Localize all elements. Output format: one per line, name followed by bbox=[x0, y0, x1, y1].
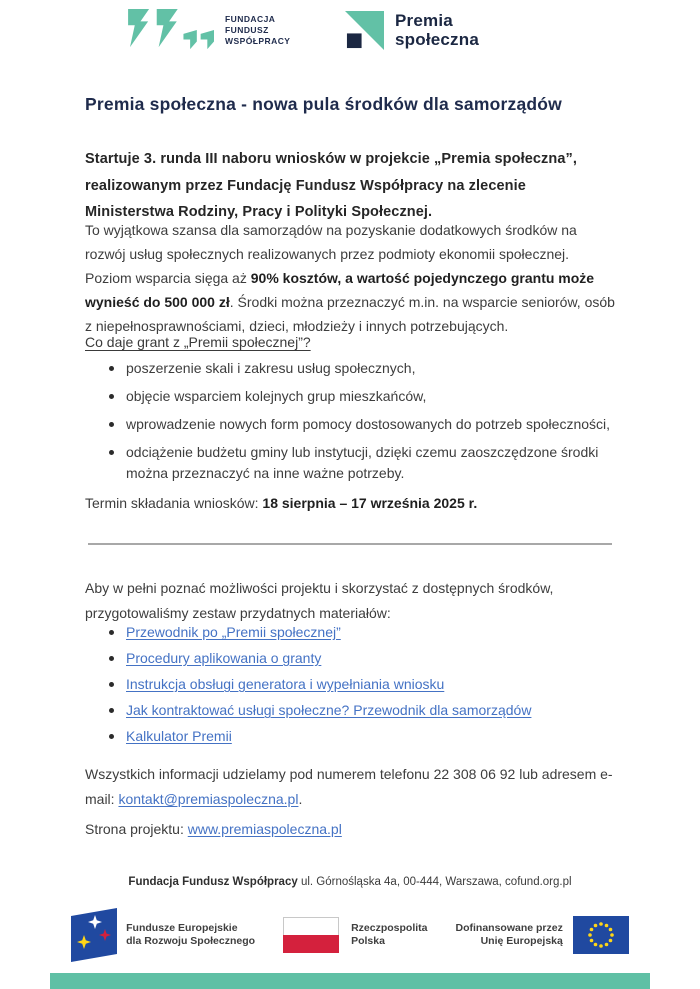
ffw-logo-text bbox=[225, 14, 290, 47]
fe-logo-group bbox=[71, 908, 255, 962]
list-item bbox=[109, 648, 639, 668]
grant-info-paragraph bbox=[85, 218, 615, 338]
ffw-logo-line: FUNDUSZ bbox=[225, 24, 269, 35]
benefits-list bbox=[85, 358, 639, 491]
fe-label-line: Fundusze Europejskie bbox=[126, 921, 238, 934]
list-item bbox=[109, 726, 639, 746]
contact-text: Wszystkich informacji udzielamy pod numerem telefonu 22 308 06 92 lub adresem e-mail: bbox=[85, 766, 613, 807]
list-item bbox=[109, 442, 639, 484]
eu-logo-strip bbox=[0, 908, 700, 962]
benefit-text: poszerzenie skali i zakresu usług społecznych, bbox=[126, 360, 416, 376]
materials-link-instructions[interactable]: Instrukcja obsługi generatora i wypełniania wniosku bbox=[126, 676, 445, 692]
deadline-line bbox=[85, 492, 615, 514]
benefit-text: odciążenie budżetu gminy lub instytucji, dzięki czemu zaoszczędzone środki można przeznaczyć na inne ważne potrzeby. bbox=[126, 444, 599, 481]
bullet-icon bbox=[109, 422, 114, 427]
deadline-value: 18 sierpnia – 17 września 2025 r. bbox=[262, 495, 478, 511]
contact-paragraph bbox=[85, 762, 615, 812]
benefit-text: wprowadzenie nowych form pomocy dostosowanych do potrzeb społeczności, bbox=[126, 416, 611, 432]
list-item bbox=[109, 674, 639, 694]
ffw-bolts-icon bbox=[128, 9, 216, 51]
poland-flag-group bbox=[283, 917, 427, 953]
grant-info-text: . Środki można przeznaczyć m.in. na wsparcie seniorów, osób z niepełnosprawnościami, dzieci, młodzieży i innych potrzebujących. bbox=[85, 294, 615, 334]
footer-org-line bbox=[0, 876, 700, 888]
fe-label bbox=[126, 922, 255, 949]
eu-flag-icon bbox=[573, 916, 629, 954]
ffw-logo bbox=[128, 9, 290, 51]
materials-link-procedures[interactable]: Procedury aplikowania o granty bbox=[126, 650, 322, 666]
footer-org-address: ul. Górnośląska 4a, 00-444, Warszawa, cofund.org.pl bbox=[297, 876, 572, 888]
fe-label-line: dla Rozwoju Społecznego bbox=[126, 935, 256, 947]
deadline-label: Termin składania wniosków: bbox=[85, 495, 263, 511]
bullet-icon bbox=[109, 630, 114, 635]
eu-label-line: Unię Europejską bbox=[480, 935, 563, 947]
list-item bbox=[109, 414, 639, 435]
list-item bbox=[109, 386, 639, 407]
fe-flag-icon bbox=[71, 908, 117, 962]
bullet-icon bbox=[109, 682, 114, 687]
materials-link-contracting[interactable]: Jak kontraktować usługi społeczne? Przewodnik dla samorządów bbox=[126, 702, 532, 718]
footer-org-name: Fundacja Fundusz Współpracy bbox=[128, 876, 298, 888]
list-item bbox=[109, 700, 639, 720]
premia-logo bbox=[345, 11, 479, 50]
benefit-text: objęcie wsparciem kolejnych grup mieszkańców, bbox=[126, 388, 427, 404]
poland-flag-icon bbox=[283, 917, 339, 953]
premia-logo-text bbox=[395, 12, 479, 49]
materials-links-list bbox=[85, 622, 639, 752]
poland-label-line: Rzeczpospolita bbox=[351, 921, 428, 934]
list-item bbox=[109, 358, 639, 379]
site-link[interactable]: www.premiaspoleczna.pl bbox=[187, 821, 342, 837]
bullet-icon bbox=[109, 394, 114, 399]
bullet-icon bbox=[109, 450, 114, 455]
materials-intro: Aby w pełni poznać możliwości projektu i skorzystać z dostępnych środków, przygotowaliśmy zestaw przydatnych materiałów: bbox=[85, 580, 554, 621]
materials-link-guide[interactable]: Przewodnik po „Premii społecznej” bbox=[126, 624, 341, 640]
site-paragraph bbox=[85, 817, 615, 842]
list-item bbox=[109, 622, 639, 642]
grant-info-text: To wyjątkowa szansa dla samorządów na pozyskanie dodatkowych środków na rozwój usług społecznych realizowanych przez podmioty ekonomii społecznej. Poziom wsparcia sięga aż bbox=[85, 222, 577, 286]
ffw-logo-line: WSPÓŁPRACY bbox=[225, 35, 291, 46]
poland-label-line: Polska bbox=[351, 935, 385, 947]
bullet-icon bbox=[109, 366, 114, 371]
bullet-icon bbox=[109, 734, 114, 739]
eu-funding-group bbox=[456, 916, 629, 954]
contact-email-link[interactable]: kontakt@premiaspoleczna.pl bbox=[118, 791, 299, 807]
eu-label bbox=[456, 922, 563, 949]
teal-footer-bar bbox=[50, 973, 650, 989]
bullet-icon bbox=[109, 656, 114, 661]
benefits-heading: Co daje grant z „Premii społecznej”? bbox=[85, 334, 311, 350]
materials-link-calculator[interactable]: Kalkulator Premii bbox=[126, 728, 232, 744]
ffw-logo-line: FUNDACJA bbox=[225, 13, 276, 24]
contact-text: . bbox=[298, 791, 303, 807]
site-label: Strona projektu: bbox=[85, 821, 188, 837]
premia-logo-mark-icon bbox=[345, 11, 384, 50]
premia-logo-line: Premia bbox=[395, 11, 453, 30]
bullet-icon bbox=[109, 708, 114, 713]
section-divider bbox=[88, 543, 612, 545]
intro-paragraph: Startuje 3. runda III naboru wniosków w projekcie „Premia społeczna”, realizowanym przez Fundację Fundusz Współpracy na zlecenie Ministerstwa Rodziny, Pracy i Polityki Społecznej. bbox=[85, 151, 577, 220]
grant-info-bold: 90% kosztów, a wartość pojedynczego grantu może wynieść do 500 000 zł bbox=[85, 270, 595, 310]
premia-logo-line: społeczna bbox=[395, 29, 479, 49]
page-title: Premia społeczna - nowa pula środków dla samorządów bbox=[85, 94, 562, 114]
poland-label bbox=[351, 922, 427, 949]
eu-label-line: Dofinansowane przez bbox=[455, 921, 563, 934]
